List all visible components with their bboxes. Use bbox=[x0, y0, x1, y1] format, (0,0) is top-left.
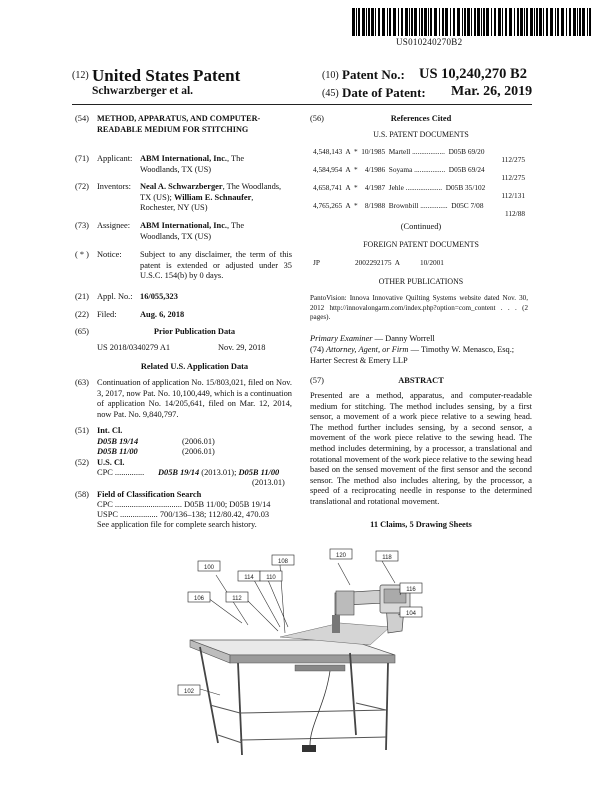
notice-text: Subject to any disclaimer, the term of this patent is extended or adjusted under 35 U.S.C. 154(b) by 0 days. bbox=[140, 250, 292, 281]
filed-value: Aug. 6, 2018 bbox=[140, 310, 185, 319]
intcl-year-1: (2006.01) bbox=[182, 437, 215, 446]
barcode-bar bbox=[486, 8, 489, 36]
barcode-bar bbox=[393, 8, 396, 36]
prior-heading: Prior Publication Data bbox=[153, 327, 236, 336]
barcode-bar bbox=[534, 8, 535, 36]
us-doc-2-class: 112/275 bbox=[501, 173, 525, 182]
other-text: PantoVision: Innova Innovative Quilting Systems website dated Nov. 30, 2012 http://innovalongarm.com/index.php?option=com_content . . . (2 pages). bbox=[310, 294, 528, 322]
cpc-label: CPC .............. bbox=[97, 468, 145, 477]
foreign-date: 10/2001 bbox=[420, 258, 444, 267]
assignee-code: (73) bbox=[75, 221, 89, 230]
barcode-bar bbox=[387, 8, 388, 36]
barcode-bar bbox=[414, 8, 417, 36]
figure-label: 102 bbox=[183, 689, 195, 695]
us-doc-1: 4,548,143 A * 10/1985 Martell .................. D05B 69/20 bbox=[313, 147, 485, 156]
us-doc-3-class: 112/131 bbox=[501, 191, 525, 200]
figure-label: 114 bbox=[244, 575, 254, 581]
prior-code: (65) bbox=[75, 327, 89, 336]
title: METHOD, APPARATUS, AND COMPUTER-READABLE MEDIUM FOR STITCHING bbox=[97, 114, 261, 134]
barcode-bar bbox=[569, 8, 571, 36]
barcode-bar bbox=[424, 8, 427, 36]
barcode-bar bbox=[378, 8, 380, 36]
continuation-code: (63) bbox=[75, 378, 89, 387]
date-label: Date of Patent: bbox=[342, 85, 426, 100]
barcode-bar bbox=[445, 8, 448, 36]
barcode-bar bbox=[573, 8, 576, 36]
barcode-bar bbox=[434, 8, 437, 36]
barcode-bar bbox=[520, 8, 523, 36]
field-code: (58) bbox=[75, 490, 89, 499]
abstract-heading: ABSTRACT bbox=[398, 376, 444, 385]
barcode-bar bbox=[524, 8, 525, 36]
related-heading: Related U.S. Application Data bbox=[140, 362, 249, 371]
inventor-short: Schwarzberger et al. bbox=[92, 85, 194, 97]
field-note: See application file for complete search history. bbox=[97, 520, 257, 529]
inventors-code: (72) bbox=[75, 182, 89, 191]
barcode-bar bbox=[502, 8, 503, 36]
attorney: (74) Attorney, Agent, or Firm — Timothy W. Menasco, Esq.; Harter Secrest & Emery LLP bbox=[310, 345, 515, 365]
barcode bbox=[352, 8, 594, 36]
barcode-bar bbox=[536, 8, 538, 36]
barcode-bar bbox=[589, 8, 591, 36]
figure-label: 120 bbox=[335, 553, 347, 559]
uscl-label: U.S. Cl. bbox=[97, 458, 125, 467]
barcode-bar bbox=[509, 8, 512, 36]
barcode-bar bbox=[442, 8, 444, 36]
notice-code: ( * ) bbox=[75, 250, 89, 259]
barcode-bar bbox=[411, 8, 413, 36]
doc-type-code: (12) bbox=[72, 70, 89, 81]
barcode-bar bbox=[450, 8, 451, 36]
patent-no-label: Patent No.: bbox=[342, 67, 405, 82]
date-code: (45) bbox=[322, 88, 339, 99]
barcode-bar bbox=[505, 8, 507, 36]
barcode-bar bbox=[368, 8, 370, 36]
assignee-label: Assignee: bbox=[97, 221, 131, 230]
prior-date: Nov. 29, 2018 bbox=[218, 343, 266, 352]
claims-summary: 11 Claims, 5 Drawing Sheets bbox=[370, 520, 472, 529]
figure-drawing bbox=[160, 545, 460, 770]
barcode-bar bbox=[550, 8, 553, 36]
barcode-bar bbox=[371, 8, 374, 36]
barcode-bar bbox=[546, 8, 548, 36]
us-docs-heading: U.S. PATENT DOCUMENTS bbox=[373, 130, 469, 139]
field-cpc: CPC ................................ D05B 11/00; D05B 19/14 bbox=[97, 500, 271, 509]
inventors-label: Inventors: bbox=[97, 182, 131, 191]
barcode-bar bbox=[375, 8, 376, 36]
intcl-class-2: D05B 11/00 bbox=[97, 447, 138, 456]
cpc-value-date: (2013.01) bbox=[252, 478, 285, 487]
barcode-bar bbox=[464, 8, 466, 36]
barcode-bar bbox=[467, 8, 470, 36]
barcode-bar bbox=[439, 8, 440, 36]
figure-label: 108 bbox=[277, 559, 289, 565]
barcode-bar bbox=[561, 8, 564, 36]
us-doc-4-class: 112/88 bbox=[505, 209, 525, 218]
barcode-bar bbox=[582, 8, 585, 36]
examiner: Primary Examiner — Danny Worrell bbox=[310, 334, 435, 343]
abstract-text: Presented are a method, apparatus, and computer-readable medium for stitching. The method includes sensing, by a first sensor, a movement of a work piece relative to a sewing head. The method further includes sensing, by a second sensor, a movement of the work piece relative to the sewing head. The method includes determining, by a processor, a translational and rotational movement of the work piece relative to the sewing head based on the sensed movement of the first sensor and the second sensor. The method also includes altering, by the processor, a speed of a reciprocating needle in response to the determined translational and rotational movement. bbox=[310, 391, 532, 506]
barcode-bar bbox=[498, 8, 501, 36]
intcl-code: (51) bbox=[75, 426, 89, 435]
foreign-heading: FOREIGN PATENT DOCUMENTS bbox=[363, 240, 479, 249]
barcode-bar bbox=[428, 8, 429, 36]
figure-label: 112 bbox=[232, 596, 242, 602]
cpc-value: D05B 19/14 (2013.01); D05B 11/00 bbox=[158, 468, 280, 477]
barcode-bar bbox=[477, 8, 480, 36]
continued: (Continued) bbox=[400, 222, 442, 231]
barcode-bar bbox=[579, 8, 581, 36]
notice-label: Notice: bbox=[97, 250, 122, 259]
refs-heading: References Cited bbox=[390, 114, 452, 123]
barcode-bar bbox=[389, 8, 391, 36]
barcode-bar bbox=[474, 8, 476, 36]
intcl-year-2: (2006.01) bbox=[182, 447, 215, 456]
assignee-value: ABM International, Inc., The Woodlands, TX (US) bbox=[140, 221, 245, 241]
filed-label: Filed: bbox=[97, 310, 117, 319]
continuation-text: Continuation of application No. 15/803,021, filed on Nov. 3, 2017, now Pat. No. 10,100,449, which is a continuation of application No. 14/205,641, filed on Mar. 12, 2014, now Pat. No. 9,840,797. bbox=[97, 378, 292, 419]
barcode-bar bbox=[362, 8, 365, 36]
us-doc-4: 4,765,265 A * 8/1988 Brownbill ............... D05C 7/08 bbox=[313, 201, 484, 210]
barcode-bar bbox=[457, 8, 460, 36]
barcode-bar bbox=[462, 8, 463, 36]
barcode-bar bbox=[491, 8, 492, 36]
appl-value: 16/055,323 bbox=[140, 292, 178, 301]
intcl-label: Int. Cl. bbox=[97, 426, 123, 435]
barcode-bar bbox=[555, 8, 556, 36]
barcode-bar bbox=[530, 8, 533, 36]
foreign-country: JP bbox=[313, 258, 320, 267]
barcode-bar bbox=[481, 8, 482, 36]
barcode-bar bbox=[430, 8, 432, 36]
date-value: Mar. 26, 2019 bbox=[451, 84, 533, 99]
applicant-value: ABM International, Inc., The Woodlands, TX (US) bbox=[140, 154, 245, 174]
figure-label: 116 bbox=[406, 587, 416, 593]
barcode-bar bbox=[494, 8, 496, 36]
barcode-bar bbox=[382, 8, 385, 36]
us-doc-3: 4,658,741 A * 4/1987 Jehle .................... D05B 35/102 bbox=[313, 183, 486, 192]
patent-no-value: US 10,240,270 B2 bbox=[419, 66, 527, 82]
barcode-bar bbox=[409, 8, 410, 36]
applicant-code: (71) bbox=[75, 154, 89, 163]
field-label: Field of Classification Search bbox=[97, 490, 202, 499]
inventors-value: Neal A. Schwarzberger, The Woodlands, TX (US); William E. Schnaufer, Rochester, NY (US) bbox=[140, 182, 282, 213]
abstract-code: (57) bbox=[310, 376, 324, 385]
figure-label: 104 bbox=[405, 611, 417, 617]
barcode-bar bbox=[577, 8, 578, 36]
foreign-number: 2002292175 A bbox=[355, 258, 400, 267]
barcode-bar bbox=[543, 8, 544, 36]
header-rule bbox=[72, 104, 532, 105]
filed-code: (22) bbox=[75, 310, 89, 319]
field-uspc: USPC .................. 700/136–138; 112/80.42, 470.03 bbox=[97, 510, 270, 519]
refs-code: (56) bbox=[310, 114, 324, 123]
barcode-bar bbox=[517, 8, 519, 36]
intcl-class-1: D05B 19/14 bbox=[97, 437, 139, 446]
figure-label: 100 bbox=[203, 565, 215, 571]
other-heading: OTHER PUBLICATIONS bbox=[378, 277, 464, 286]
barcode-bar bbox=[421, 8, 423, 36]
figure-label: 106 bbox=[193, 596, 205, 602]
barcode-bar bbox=[566, 8, 567, 36]
barcode-bar bbox=[539, 8, 542, 36]
figure-label: 110 bbox=[266, 575, 276, 581]
figure-label: 118 bbox=[382, 555, 392, 561]
barcode-bar bbox=[514, 8, 515, 36]
barcode-bar bbox=[356, 8, 357, 36]
appl-code: (21) bbox=[75, 292, 89, 301]
barcode-bar bbox=[366, 8, 367, 36]
barcode-bar bbox=[483, 8, 485, 36]
barcode-number: US010240270B2 bbox=[396, 37, 463, 47]
barcode-bar bbox=[401, 8, 403, 36]
barcode-bar bbox=[358, 8, 360, 36]
barcode-bar bbox=[471, 8, 472, 36]
barcode-bar bbox=[453, 8, 455, 36]
title-code: (54) bbox=[75, 114, 89, 123]
barcode-bar bbox=[557, 8, 559, 36]
barcode-bar bbox=[405, 8, 408, 36]
us-doc-1-class: 112/275 bbox=[501, 155, 525, 164]
appl-label: Appl. No.: bbox=[97, 292, 133, 301]
doc-type: United States Patent bbox=[92, 66, 241, 85]
uscl-code: (52) bbox=[75, 458, 89, 467]
barcode-bar bbox=[352, 8, 355, 36]
barcode-bar bbox=[398, 8, 399, 36]
us-doc-2: 4,584,954 A * 4/1986 Soyama ................. D05B 69/24 bbox=[313, 165, 485, 174]
barcode-bar bbox=[587, 8, 588, 36]
barcode-bar bbox=[419, 8, 420, 36]
patent-no-code: (10) bbox=[322, 70, 339, 81]
barcode-bar bbox=[526, 8, 528, 36]
applicant-label: Applicant: bbox=[97, 154, 133, 163]
prior-pub: US 2018/0340279 A1 bbox=[97, 343, 171, 352]
